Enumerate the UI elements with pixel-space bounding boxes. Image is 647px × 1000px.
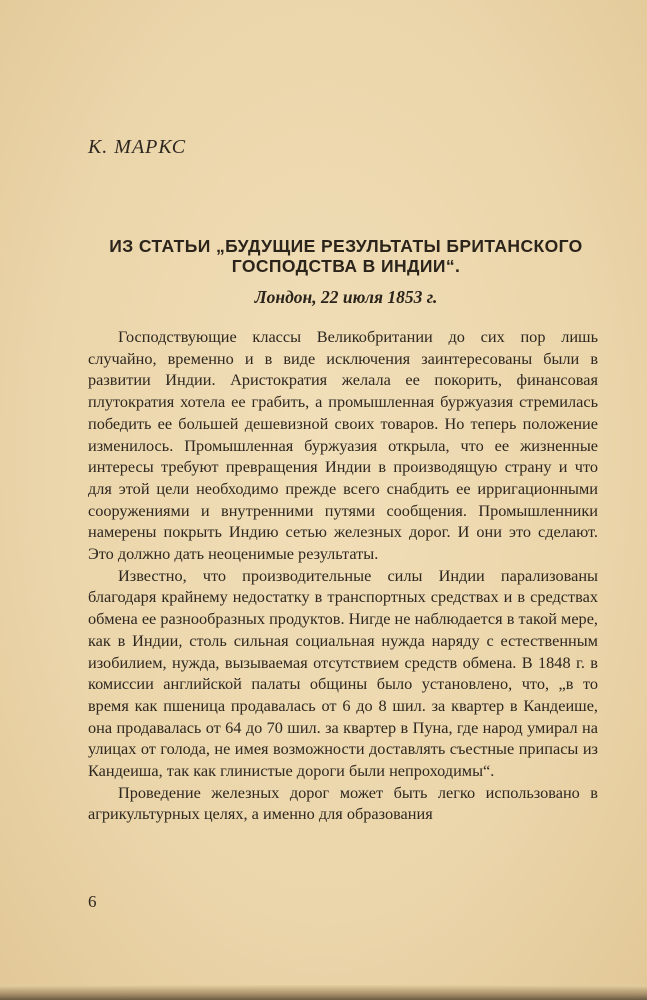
dateline: Лондон, 22 июля 1853 г.: [254, 287, 438, 307]
page-bottom-edge: [0, 985, 647, 1000]
page-number: 6: [88, 892, 97, 911]
author-name: К. МАРКС: [88, 136, 187, 158]
article-title: [100, 236, 592, 276]
paragraph-1: Господствующие классы Великобритании до сих пор лишь случайно, временно и в виде исключения заинтересованы были в развитии Индии. Аристократия желала ее покорить, финансовая плутократия хотела ее грабить, а промышленная буржуазия стремилась победить ее большей дешевизной своих товаров. Но теперь положение изменилось. Промышленная буржуазия открыла, что ее жизненные интересы требуют превращения Индии в производящую страну и что для этой цели необходимо прежде всего снабдить ее ирригационными сооружениями и внутренними путями сообщения. Промышленники намерены покрыть Индию сетью железных дорог. И они это сделают. Это должно дать неоценимые результаты.: [88, 327, 598, 564]
article-body: [88, 326, 598, 825]
paragraph-2: Известно, что производительные силы Индии парализованы благодаря крайнему недостатку в транспортных средствах и в средствах обмена ее разнообразных продуктов. Нигде не наблюдается в такой мере, как в Индии, столь сильная социальная нужда наряду с естественным изобилием, нужда, вызываемая отсутствием средств обмена. В 1848 г. в комиссии английской палаты общины было установлено, что, „в то время как пшеница продавалась от 6 до 8 шил. за квартер в Кандеише, она продавалась от 64 до 70 шил. за квартер в Пуна, где народ умирал на улицах от голода, не имея возможности доставлять съестные припасы из Кандеиша, так как глинистые дороги были непроходимы“.: [88, 565, 598, 781]
article-title-line-2: ГОСПОДСТВА В ИНДИИ“.: [231, 256, 461, 276]
article-title-line-1: ИЗ СТАТЬИ „БУДУЩИЕ РЕЗУЛЬТАТЫ БРИТАНСКОГО: [109, 236, 583, 256]
paragraph-3: Проведение железных дорог может быть легко использовано в агрикультурных целях, а именно для образования: [88, 782, 598, 824]
